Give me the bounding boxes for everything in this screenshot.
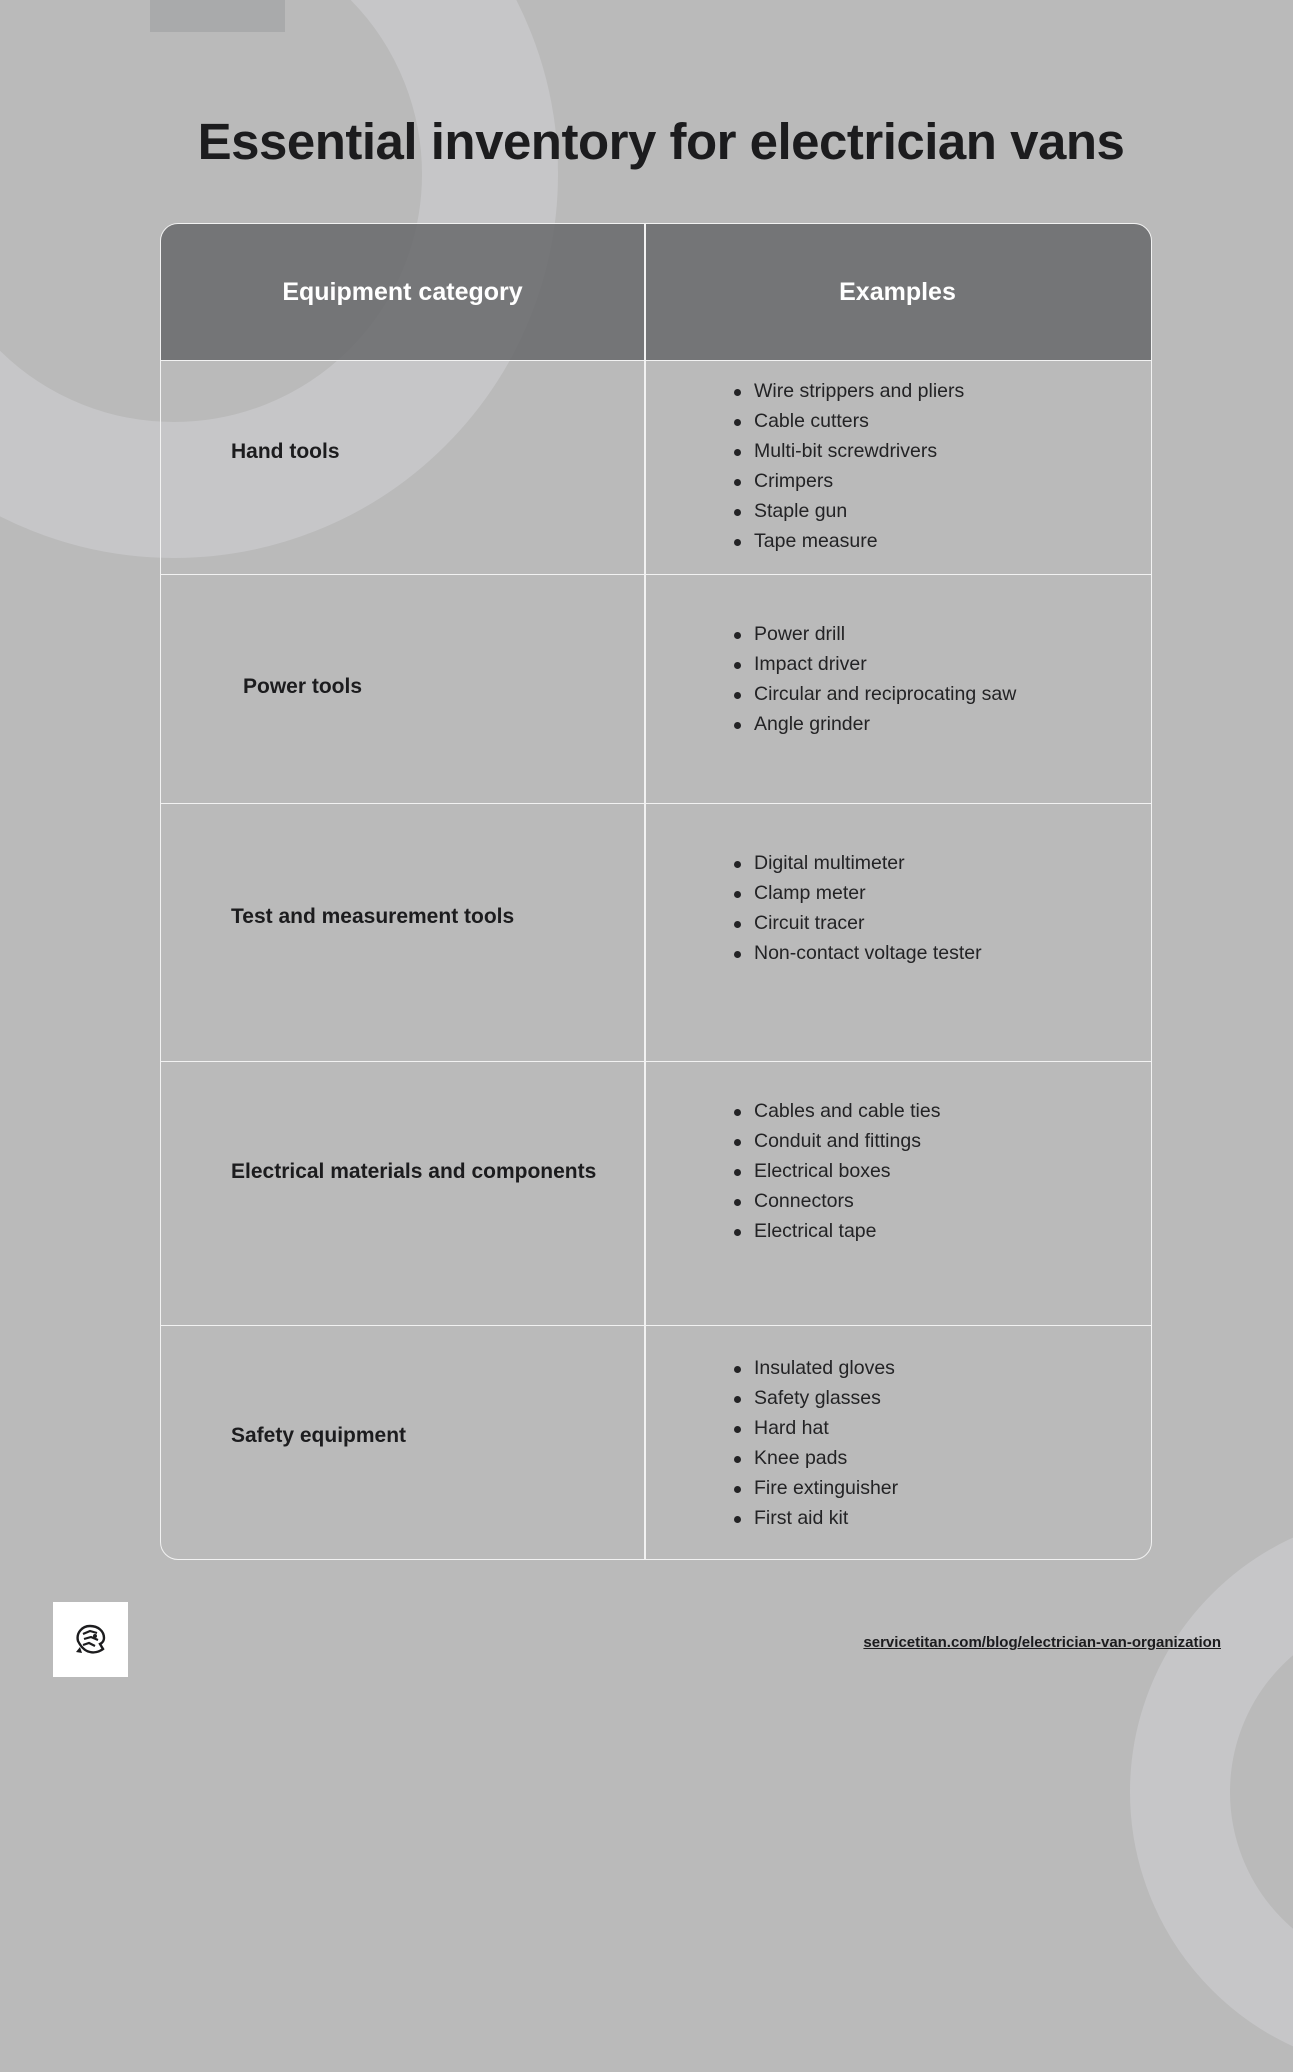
example-item: Circular and reciprocating saw — [734, 679, 1016, 709]
example-item: Cable cutters — [734, 406, 964, 436]
page-title: Essential inventory for electrician vans — [197, 113, 1125, 170]
category-label: Power tools — [243, 674, 363, 698]
category-label: Electrical materials and components — [231, 1159, 597, 1183]
example-item: Crimpers — [734, 466, 964, 496]
row-divider — [161, 360, 1151, 362]
examples-list — [734, 1353, 898, 1533]
example-item: First aid kit — [734, 1503, 898, 1533]
example-item: Non-contact voltage tester — [734, 938, 982, 968]
row-divider — [161, 1325, 1151, 1327]
example-item: Electrical boxes — [734, 1156, 940, 1186]
example-item: Electrical tape — [734, 1216, 940, 1246]
example-item: Circuit tracer — [734, 908, 982, 938]
example-item: Insulated gloves — [734, 1353, 898, 1383]
source-url-link[interactable]: servicetitan.com/blog/electrician-van-organization — [863, 1634, 1221, 1651]
category-label: Hand tools — [231, 439, 340, 463]
table-header — [161, 224, 1151, 361]
example-item: Digital multimeter — [734, 848, 982, 878]
example-item: Angle grinder — [734, 709, 1016, 739]
column-header-category: Equipment category — [282, 278, 523, 306]
examples-list — [734, 1096, 940, 1246]
example-item: Safety glasses — [734, 1383, 898, 1413]
decorative-ring-bottom-right — [1130, 1512, 1293, 2072]
column-header-examples: Examples — [839, 278, 956, 306]
examples-list — [734, 848, 982, 968]
column-divider — [644, 224, 646, 1559]
example-item: Cables and cable ties — [734, 1096, 940, 1126]
servicetitan-logo-icon[interactable] — [53, 1602, 128, 1677]
example-item: Knee pads — [734, 1443, 898, 1473]
example-item: Clamp meter — [734, 878, 982, 908]
example-item: Impact driver — [734, 649, 1016, 679]
examples-list — [734, 619, 1016, 739]
example-item: Hard hat — [734, 1413, 898, 1443]
inventory-table — [160, 223, 1152, 1560]
logo-icon-graphic — [70, 1619, 112, 1661]
example-item: Conduit and fittings — [734, 1126, 940, 1156]
example-item: Connectors — [734, 1186, 940, 1216]
row-divider — [161, 1061, 1151, 1063]
example-item: Tape measure — [734, 526, 964, 556]
example-item: Staple gun — [734, 496, 964, 526]
example-item: Wire strippers and pliers — [734, 376, 964, 406]
row-divider — [161, 803, 1151, 805]
decorative-bar-top-left — [150, 0, 285, 32]
example-item: Power drill — [734, 619, 1016, 649]
row-divider — [161, 574, 1151, 576]
example-item: Multi-bit screwdrivers — [734, 436, 964, 466]
examples-list — [734, 376, 964, 556]
example-item: Fire extinguisher — [734, 1473, 898, 1503]
category-label: Safety equipment — [231, 1423, 407, 1447]
category-label: Test and measurement tools — [231, 904, 515, 928]
